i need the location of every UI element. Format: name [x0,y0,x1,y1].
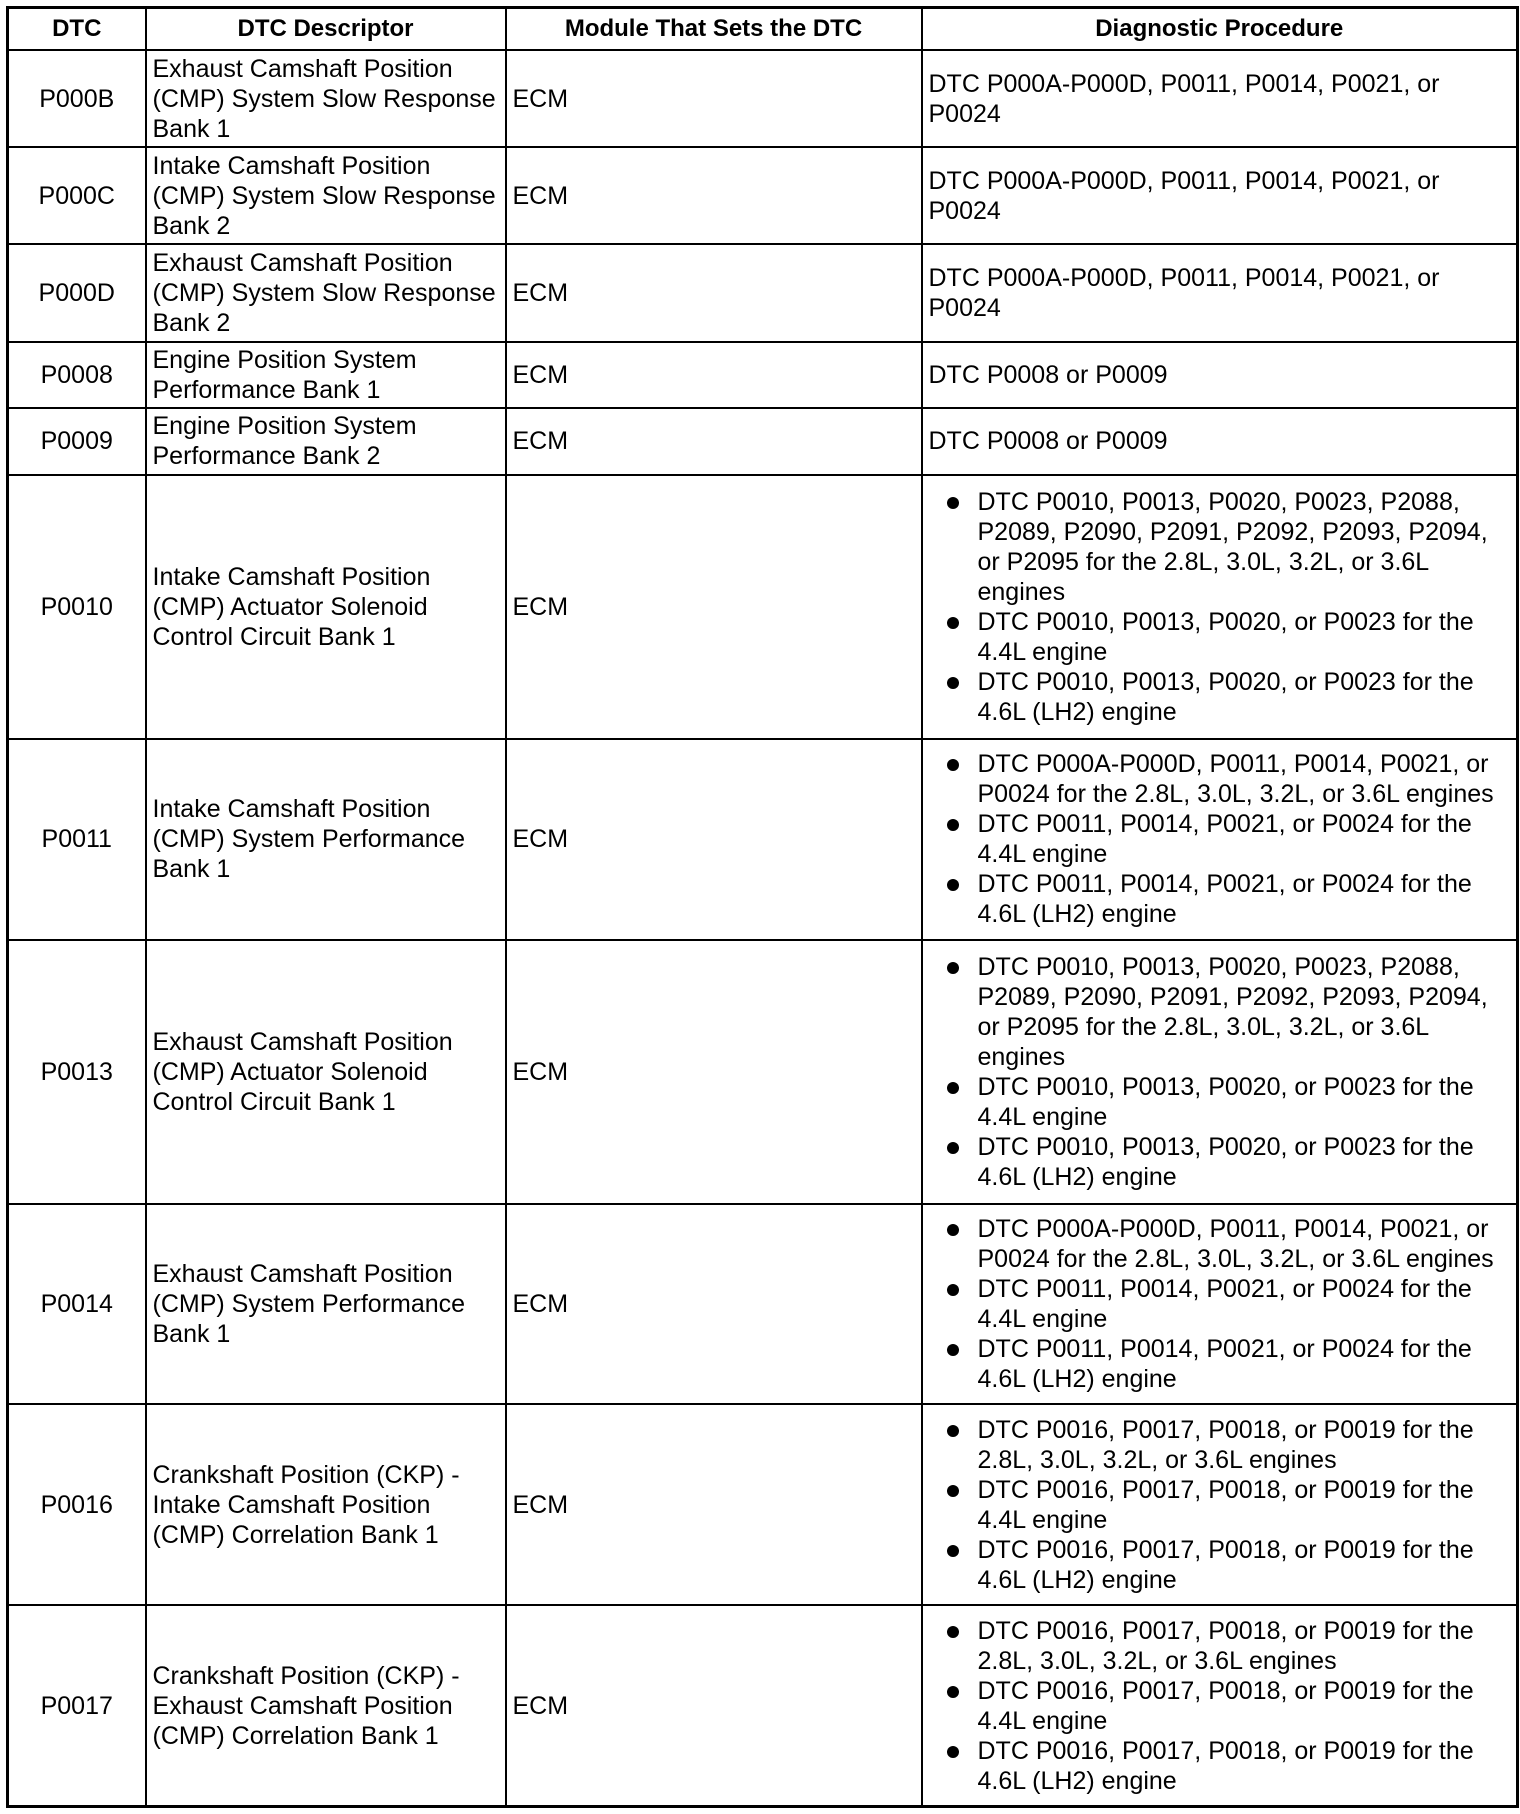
procedure-list [929,1214,1513,1394]
dtc-code: P0013 [8,940,146,1204]
column-header-descriptor: DTC Descriptor [146,8,506,51]
table-row [8,1204,1518,1405]
procedure-item: DTC P0016, P0017, P0018, or P0019 for the 4.6L (LH2) engine [929,1535,1513,1595]
procedure-item: DTC P0016, P0017, P0018, or P0019 for the 4.4L engine [929,1475,1513,1535]
dtc-code: P0016 [8,1404,146,1605]
procedure-list [929,749,1513,929]
diagnostic-procedure: DTC P000A-P000D, P0011, P0014, P0021, or P0024 [922,147,1518,244]
dtc-code: P000C [8,147,146,244]
dtc-descriptor: Engine Position System Performance Bank 1 [146,342,506,409]
dtc-code: P0011 [8,739,146,940]
module-name: ECM [506,147,922,244]
table-row [8,940,1518,1204]
module-name: ECM [506,1605,922,1806]
dtc-code: P000D [8,244,146,341]
diagnostic-procedure [922,739,1518,940]
table-header-row [8,8,1518,51]
procedure-item: DTC P000A-P000D, P0011, P0014, P0021, or P0024 for the 2.8L, 3.0L, 3.2L, or 3.6L engines [929,1214,1513,1274]
diagnostic-procedure: DTC P0008 or P0009 [922,408,1518,475]
procedure-item: DTC P0016, P0017, P0018, or P0019 for the 2.8L, 3.0L, 3.2L, or 3.6L engines [929,1415,1513,1475]
procedure-item: DTC P0011, P0014, P0021, or P0024 for the 4.6L (LH2) engine [929,869,1513,929]
procedure-item: DTC P0011, P0014, P0021, or P0024 for the 4.6L (LH2) engine [929,1334,1513,1394]
table-row [8,244,1518,341]
diagnostic-procedure [922,475,1518,739]
diagnostic-procedure: DTC P000A-P000D, P0011, P0014, P0021, or P0024 [922,50,1518,147]
table-row [8,342,1518,409]
module-name: ECM [506,342,922,409]
dtc-code: P0009 [8,408,146,475]
diagnostic-procedure: DTC P0008 or P0009 [922,342,1518,409]
dtc-code: P0008 [8,342,146,409]
table-row [8,739,1518,940]
procedure-item: DTC P0011, P0014, P0021, or P0024 for the 4.4L engine [929,809,1513,869]
dtc-descriptor: Exhaust Camshaft Position (CMP) System Slow Response Bank 1 [146,50,506,147]
procedure-item: DTC P0010, P0013, P0020, P0023, P2088, P2089, P2090, P2091, P2092, P2093, P2094, or P2095 for the 2.8L, 3.0L, 3.2L, or 3.6L engines [929,487,1513,607]
procedure-item: DTC P0010, P0013, P0020, or P0023 for the 4.6L (LH2) engine [929,667,1513,727]
diagnostic-procedure [922,1404,1518,1605]
dtc-descriptor: Intake Camshaft Position (CMP) System Slow Response Bank 2 [146,147,506,244]
dtc-descriptor: Engine Position System Performance Bank 2 [146,408,506,475]
dtc-descriptor: Exhaust Camshaft Position (CMP) System Performance Bank 1 [146,1204,506,1405]
dtc-descriptor: Exhaust Camshaft Position (CMP) System Slow Response Bank 2 [146,244,506,341]
module-name: ECM [506,50,922,147]
diagnostic-procedure [922,1605,1518,1806]
dtc-table [6,6,1519,1808]
table-row [8,50,1518,147]
procedure-item: DTC P0016, P0017, P0018, or P0019 for the 4.6L (LH2) engine [929,1736,1513,1796]
column-header-dtc: DTC [8,8,146,51]
dtc-descriptor: Crankshaft Position (CKP) - Intake Camshaft Position (CMP) Correlation Bank 1 [146,1404,506,1605]
procedure-item: DTC P0016, P0017, P0018, or P0019 for the 4.4L engine [929,1676,1513,1736]
module-name: ECM [506,940,922,1204]
procedure-item: DTC P0010, P0013, P0020, or P0023 for the 4.4L engine [929,1072,1513,1132]
procedure-item: DTC P0010, P0013, P0020, or P0023 for the 4.4L engine [929,607,1513,667]
dtc-code: P0010 [8,475,146,739]
diagnostic-procedure: DTC P000A-P000D, P0011, P0014, P0021, or P0024 [922,244,1518,341]
column-header-procedure: Diagnostic Procedure [922,8,1518,51]
table-row [8,1605,1518,1806]
module-name: ECM [506,244,922,341]
diagnostic-procedure [922,940,1518,1204]
procedure-list [929,952,1513,1192]
dtc-descriptor: Intake Camshaft Position (CMP) System Performance Bank 1 [146,739,506,940]
diagnostic-procedure [922,1204,1518,1405]
procedure-item: DTC P0010, P0013, P0020, or P0023 for the 4.6L (LH2) engine [929,1132,1513,1192]
table-row [8,1404,1518,1605]
module-name: ECM [506,739,922,940]
dtc-descriptor: Intake Camshaft Position (CMP) Actuator Solenoid Control Circuit Bank 1 [146,475,506,739]
dtc-code: P0014 [8,1204,146,1405]
module-name: ECM [506,475,922,739]
procedure-item: DTC P0010, P0013, P0020, P0023, P2088, P2089, P2090, P2091, P2092, P2093, P2094, or P2095 for the 2.8L, 3.0L, 3.2L, or 3.6L engines [929,952,1513,1072]
procedure-list [929,1415,1513,1595]
procedure-list [929,487,1513,727]
procedure-item: DTC P0016, P0017, P0018, or P0019 for the 2.8L, 3.0L, 3.2L, or 3.6L engines [929,1616,1513,1676]
column-header-module: Module That Sets the DTC [506,8,922,51]
table-row [8,475,1518,739]
procedure-list [929,1616,1513,1796]
table-row [8,408,1518,475]
table-row [8,147,1518,244]
module-name: ECM [506,408,922,475]
dtc-descriptor: Crankshaft Position (CKP) - Exhaust Camshaft Position (CMP) Correlation Bank 1 [146,1605,506,1806]
dtc-code: P000B [8,50,146,147]
procedure-item: DTC P000A-P000D, P0011, P0014, P0021, or P0024 for the 2.8L, 3.0L, 3.2L, or 3.6L engines [929,749,1513,809]
dtc-descriptor: Exhaust Camshaft Position (CMP) Actuator Solenoid Control Circuit Bank 1 [146,940,506,1204]
module-name: ECM [506,1404,922,1605]
procedure-item: DTC P0011, P0014, P0021, or P0024 for the 4.4L engine [929,1274,1513,1334]
module-name: ECM [506,1204,922,1405]
dtc-code: P0017 [8,1605,146,1806]
